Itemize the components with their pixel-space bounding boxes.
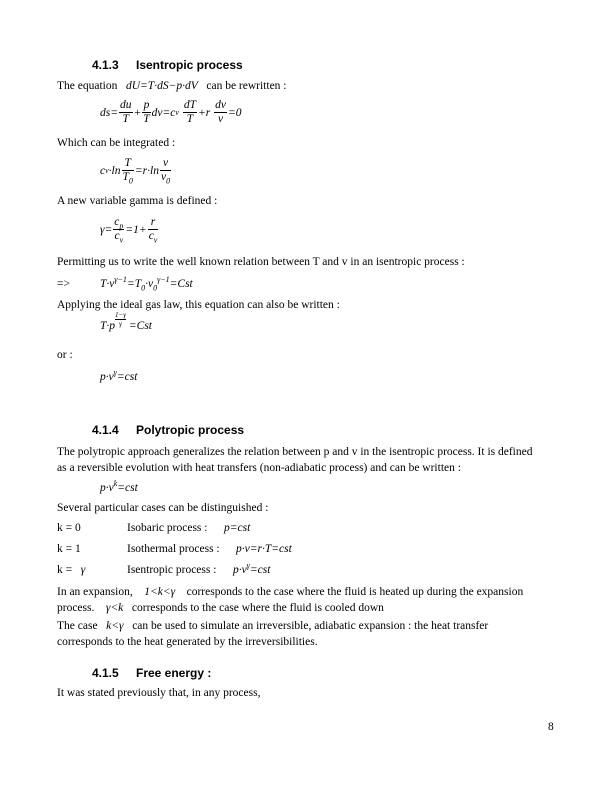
- case-name: Isothermal process :: [127, 543, 220, 555]
- text-polytropic-paragraph: The polytropic approach generalizes the relation between p and v in the isentropic process. It is defined as a reversible evolution with heat transfers (non-adiabatic process) and can be written :: [57, 446, 533, 474]
- text-stated: It was stated previously that, in any process,: [57, 687, 261, 699]
- equation-gamma: γ= $\frac{c_p}{c_v}$ =1+ $\frac{r}{c_v}$: [100, 216, 158, 245]
- section-title: Free energy :: [136, 666, 212, 680]
- case-k-label: k = 0: [57, 522, 81, 534]
- case-k-text: k =: [57, 564, 73, 576]
- text-expansion-mid: corresponds to the case where the fluid is heated up during the expansion process.: [57, 586, 524, 614]
- equation-intro-line: [57, 80, 287, 92]
- case-name: Isobaric process :: [127, 522, 208, 534]
- case-equation: p=cst: [224, 522, 251, 534]
- text-expansion-paragraph: In an expansion, 1<k<γ corresponds to the case where the fluid is heated up during the expansion process. γ<k corresponds to the case where the fluid is cooled down: [57, 586, 524, 614]
- section-number: 4.1.5: [92, 666, 119, 680]
- case-equation: p·v=r·T=cst: [236, 543, 292, 555]
- text-permitting: Permitting us to write the well known relation between T and v in an isentropic process :: [57, 256, 465, 268]
- case-k-label: k = 1: [57, 543, 81, 555]
- text-case-paragraph: The case k<γ can be used to simulate an irreversible, adiabatic expansion : the heat transfer corresponds to the heat generated by the irreversibilities.: [57, 620, 489, 648]
- section-number: 4.1.3: [92, 58, 119, 72]
- page-number: 8: [548, 721, 554, 733]
- section-title: Isentropic process: [136, 58, 243, 72]
- case-name: Isentropic process :: [127, 564, 217, 576]
- equation-pv-gamma: $p\cdot v^\gamma=cst$: [100, 368, 138, 383]
- text-case-post: can be used to simulate an irreversible, adiabatic expansion : the heat transfer corresponds to the heat generated by the irreversibilities.: [57, 620, 489, 648]
- equation-du: dU=T·dS−p·dV: [125, 80, 198, 92]
- text-or: or :: [57, 349, 73, 361]
- text-expansion-post: corresponds to the case where the fluid is cooled down: [131, 602, 384, 614]
- text-case-pre: The case: [57, 620, 98, 632]
- section-heading-4-1-4: [92, 423, 244, 437]
- case-k-label: k = γ: [57, 564, 86, 576]
- text-eq-intro-post: can be rewritten :: [206, 80, 287, 92]
- text-gamma-defined: A new variable gamma is defined :: [57, 195, 218, 207]
- text-several: Several particular cases can be distinguished :: [57, 502, 269, 514]
- section-number: 4.1.4: [92, 423, 119, 437]
- equation-tp: T·p $\frac{1-\gamma}{\gamma}$ =Cst: [100, 311, 152, 332]
- equation-ds: ds= $\frac{du}{T}$ + $\frac{p}{T}$ dv=c v $\frac{dT}{T}$ +r $\frac{dv}{v}$ =0: [100, 99, 242, 125]
- section-heading-4-1-3: [92, 58, 243, 72]
- text-eq-intro-pre: The equation: [57, 80, 118, 92]
- text-integrated: Which can be integrated :: [57, 137, 176, 149]
- equation-tv: $T\cdot v^{\gamma-1}=T_0\cdot v_0^{\gamma-1}=Cst$: [100, 275, 193, 293]
- text-ideal-gas: Applying the ideal gas law, this equation can also be written :: [57, 299, 340, 311]
- section-title: Polytropic process: [136, 423, 245, 437]
- equation-integrated: c v ·ln $\frac{T}{T_0}$ =r·ln $\frac{v}{v_0}$: [100, 157, 171, 186]
- equation-pv-k: $p\cdot v^k=cst$: [100, 479, 138, 494]
- arrow-text: =>: [57, 278, 70, 290]
- text-expansion-pre: In an expansion,: [57, 586, 133, 598]
- section-heading-4-1-5: [92, 666, 211, 680]
- case-equation: $p\cdot v^\gamma=cst$: [233, 561, 271, 576]
